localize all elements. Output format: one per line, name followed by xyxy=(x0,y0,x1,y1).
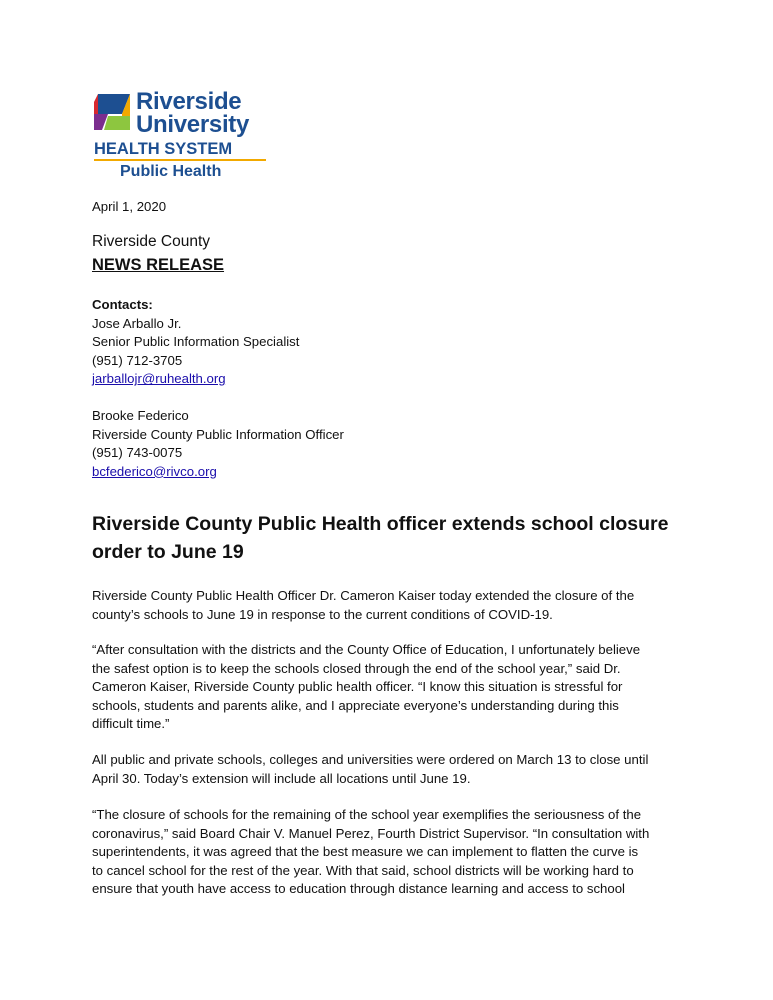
logo-divider xyxy=(94,159,266,161)
contact-2-phone: (951) 743-0075 xyxy=(92,445,183,461)
logo-mark-icon xyxy=(92,92,132,132)
paragraph-2-line: Cameron Kaiser, Riverside County public health officer. “I know this situation is stressful for xyxy=(92,679,623,695)
contact-1-email-link[interactable]: jarballojr@ruhealth.org xyxy=(92,371,226,387)
contact-1-title: Senior Public Information Specialist xyxy=(92,334,300,350)
paragraph-1-line: county’s schools to June 19 in response to the current conditions of COVID-19. xyxy=(92,606,553,622)
contacts-block xyxy=(92,296,344,481)
paragraph-3-line: All public and private schools, colleges and universities were ordered on March 13 to close until xyxy=(92,752,649,767)
release-date: April 1, 2020 xyxy=(92,199,167,214)
contact-1-name: Jose Arballo Jr. xyxy=(92,315,182,331)
paragraph-4-line: to cancel school for the rest of the year. With that said, school districts will be working hard to xyxy=(92,862,634,878)
paragraph-2-line: “After consultation with the districts and the County Office of Education, I unfortunately believe xyxy=(92,642,641,657)
paragraph-4-line: superintendents, it was agreed that the best measure we can implement to flatten the curve is xyxy=(92,844,639,860)
logo-text-riverside: Riverside xyxy=(136,88,242,115)
paragraph-3-line: April 30. Today’s extension will include all locations until June 19. xyxy=(92,770,471,786)
contact-2-title: Riverside County Public Information Officer xyxy=(92,426,344,442)
paragraph-4 xyxy=(92,806,702,899)
paragraph-1 xyxy=(92,587,702,624)
headline: Riverside County Public Health officer extends school closure order to June 19 xyxy=(92,513,669,563)
paragraph-2 xyxy=(92,641,702,734)
paragraph-4-line: ensure that youth have access to education through distance learning and access to school xyxy=(92,881,625,897)
contacts-spacer xyxy=(92,389,344,407)
news-release-heading: NEWS RELEASE xyxy=(92,256,225,274)
contacts-label: Contacts: xyxy=(92,297,153,312)
logo-text-public-health: Public Health xyxy=(120,163,222,180)
paragraph-2-line: difficult time.” xyxy=(92,716,170,732)
contact-2-email-link[interactable]: bcfederico@rivco.org xyxy=(92,463,217,479)
logo-text-university: University xyxy=(136,111,250,138)
paragraph-3 xyxy=(92,751,702,788)
contact-2-name: Brooke Federico xyxy=(92,407,189,423)
contact-1-phone: (951) 712-3705 xyxy=(92,352,183,368)
riverside-university-health-system-logo xyxy=(92,88,272,184)
paragraph-1-line: Riverside County Public Health Officer Dr. Cameron Kaiser today extended the closure of the xyxy=(92,588,635,603)
logo-text-health-system: HEALTH SYSTEM xyxy=(94,140,233,158)
paragraph-2-line: schools, students and parents alike, and I appreciate everyone’s understanding during this xyxy=(92,697,619,713)
paragraph-4-line: “The closure of schools for the remaining of the school year exemplifies the seriousness of the xyxy=(92,807,642,822)
county-name: Riverside County xyxy=(92,233,211,250)
paragraph-4-line: coronavirus,” said Board Chair V. Manuel Perez, Fourth District Supervisor. “In consultation with xyxy=(92,825,650,841)
paragraph-2-line: the safest option is to keep the schools closed through the end of the school year,” said Dr. xyxy=(92,660,621,676)
